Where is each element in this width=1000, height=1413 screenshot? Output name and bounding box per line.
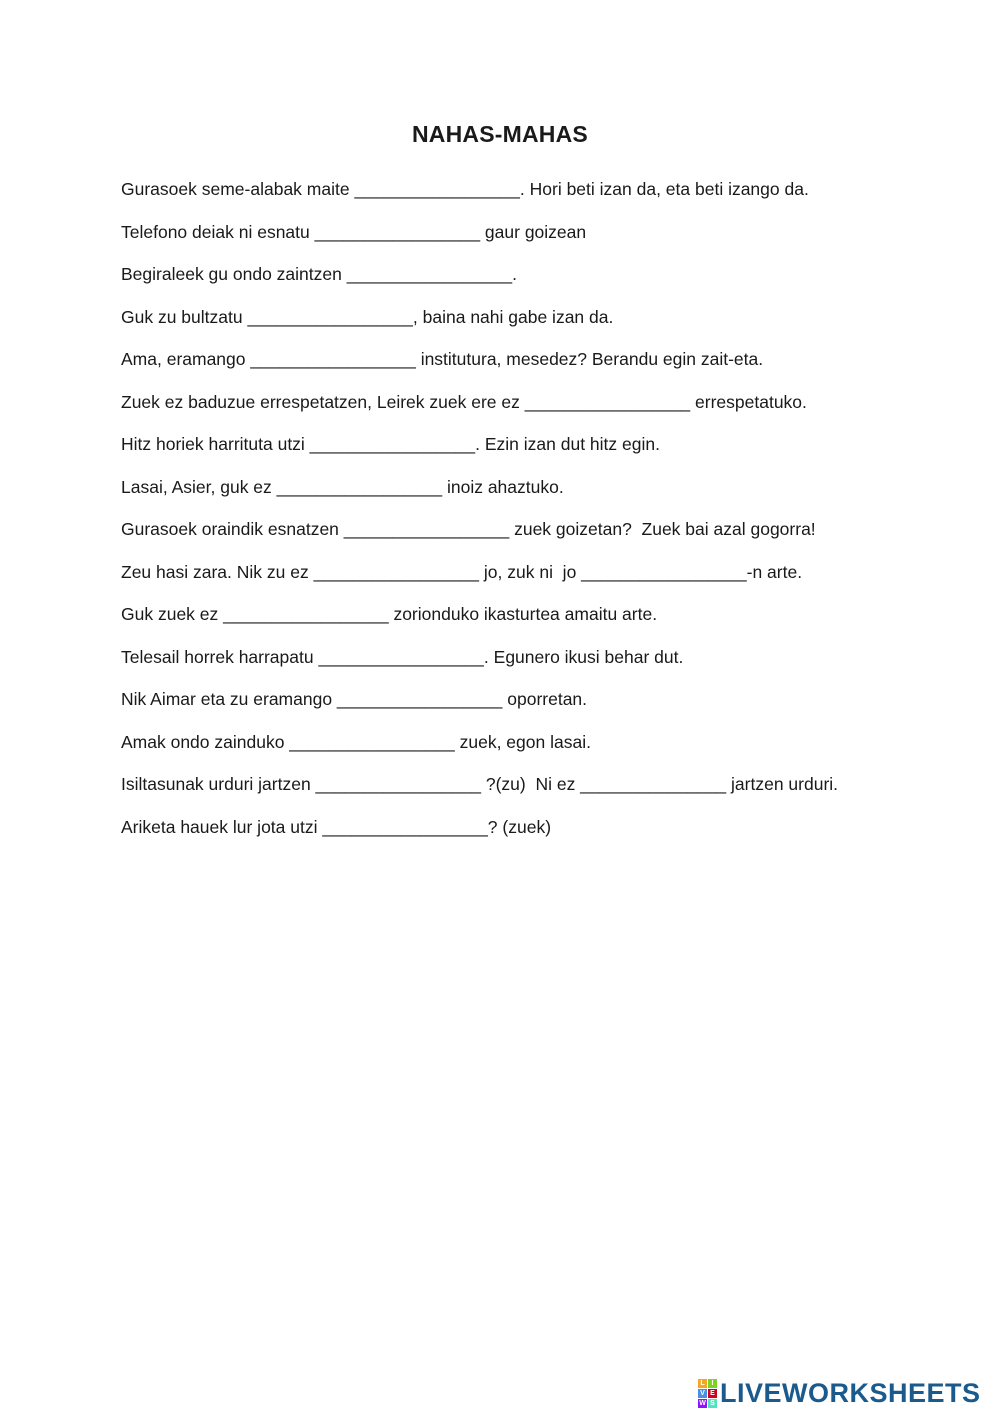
logo-letter: W (699, 1399, 706, 1407)
exercise-line: Zuek ez baduzue errespetatzen, Leirek zuek ere ez _________________ errespetatuko. (121, 391, 807, 412)
liveworksheets-logo (698, 1378, 981, 1408)
logo-letter: E (708, 1389, 717, 1398)
logo-letter: V (698, 1389, 707, 1398)
logo-mark-icon (698, 1379, 717, 1408)
exercise-line: Isiltasunak urduri jartzen _________________ ?(zu) Ni ez _______________ jartzen urduri. (121, 774, 839, 794)
page-title: NAHAS-MAHAS (412, 121, 588, 147)
exercise-line: Ama, eramango _________________ institutura, mesedez? Berandu egin zait-eta. (121, 349, 764, 369)
exercise-line: Guk zu bultzatu _________________, baina nahi gabe izan da. (121, 306, 614, 327)
exercise-line: Lasai, Asier, guk ez _________________ inoiz ahaztuko. (121, 476, 564, 497)
logo-letter: S (708, 1399, 717, 1408)
exercise-line: Hitz horiek harrituta utzi _________________. Ezin izan dut hitz egin. (121, 434, 660, 454)
exercise-line: Telefono deiak ni esnatu _________________ gaur goizean (121, 221, 587, 242)
exercise-line: Zeu hasi zara. Nik zu ez _________________ jo, zuk ni jo _________________-n arte. (121, 561, 803, 582)
exercise-line: Guk zuek ez _________________ zorionduko ikasturtea amaitu arte. (121, 604, 658, 624)
logo-text: LIVEWORKSHEETS (720, 1377, 981, 1408)
exercise-line: Telesail horrek harrapatu _________________. Egunero ikusi behar dut. (121, 646, 684, 667)
exercise-line: Gurasoek oraindik esnatzen _________________ zuek goizetan? Zuek bai azal gogorra! (121, 519, 816, 539)
exercise-line: Amak ondo zainduko _________________ zuek, egon lasai. (121, 731, 591, 752)
exercise-line: Ariketa hauek lur jota utzi _________________? (zuek) (121, 816, 552, 837)
exercise-line: Nik Aimar eta zu eramango _________________ oporretan. (121, 689, 588, 709)
logo-letter: L (698, 1379, 707, 1388)
exercise-list (121, 175, 981, 855)
exercise-line: Gurasoek seme-alabak maite _________________. Hori beti izan da, eta beti izango da. (121, 179, 809, 199)
logo-letter: I (708, 1379, 717, 1388)
exercise-line: Begiraleek gu ondo zaintzen _________________. (121, 264, 518, 284)
